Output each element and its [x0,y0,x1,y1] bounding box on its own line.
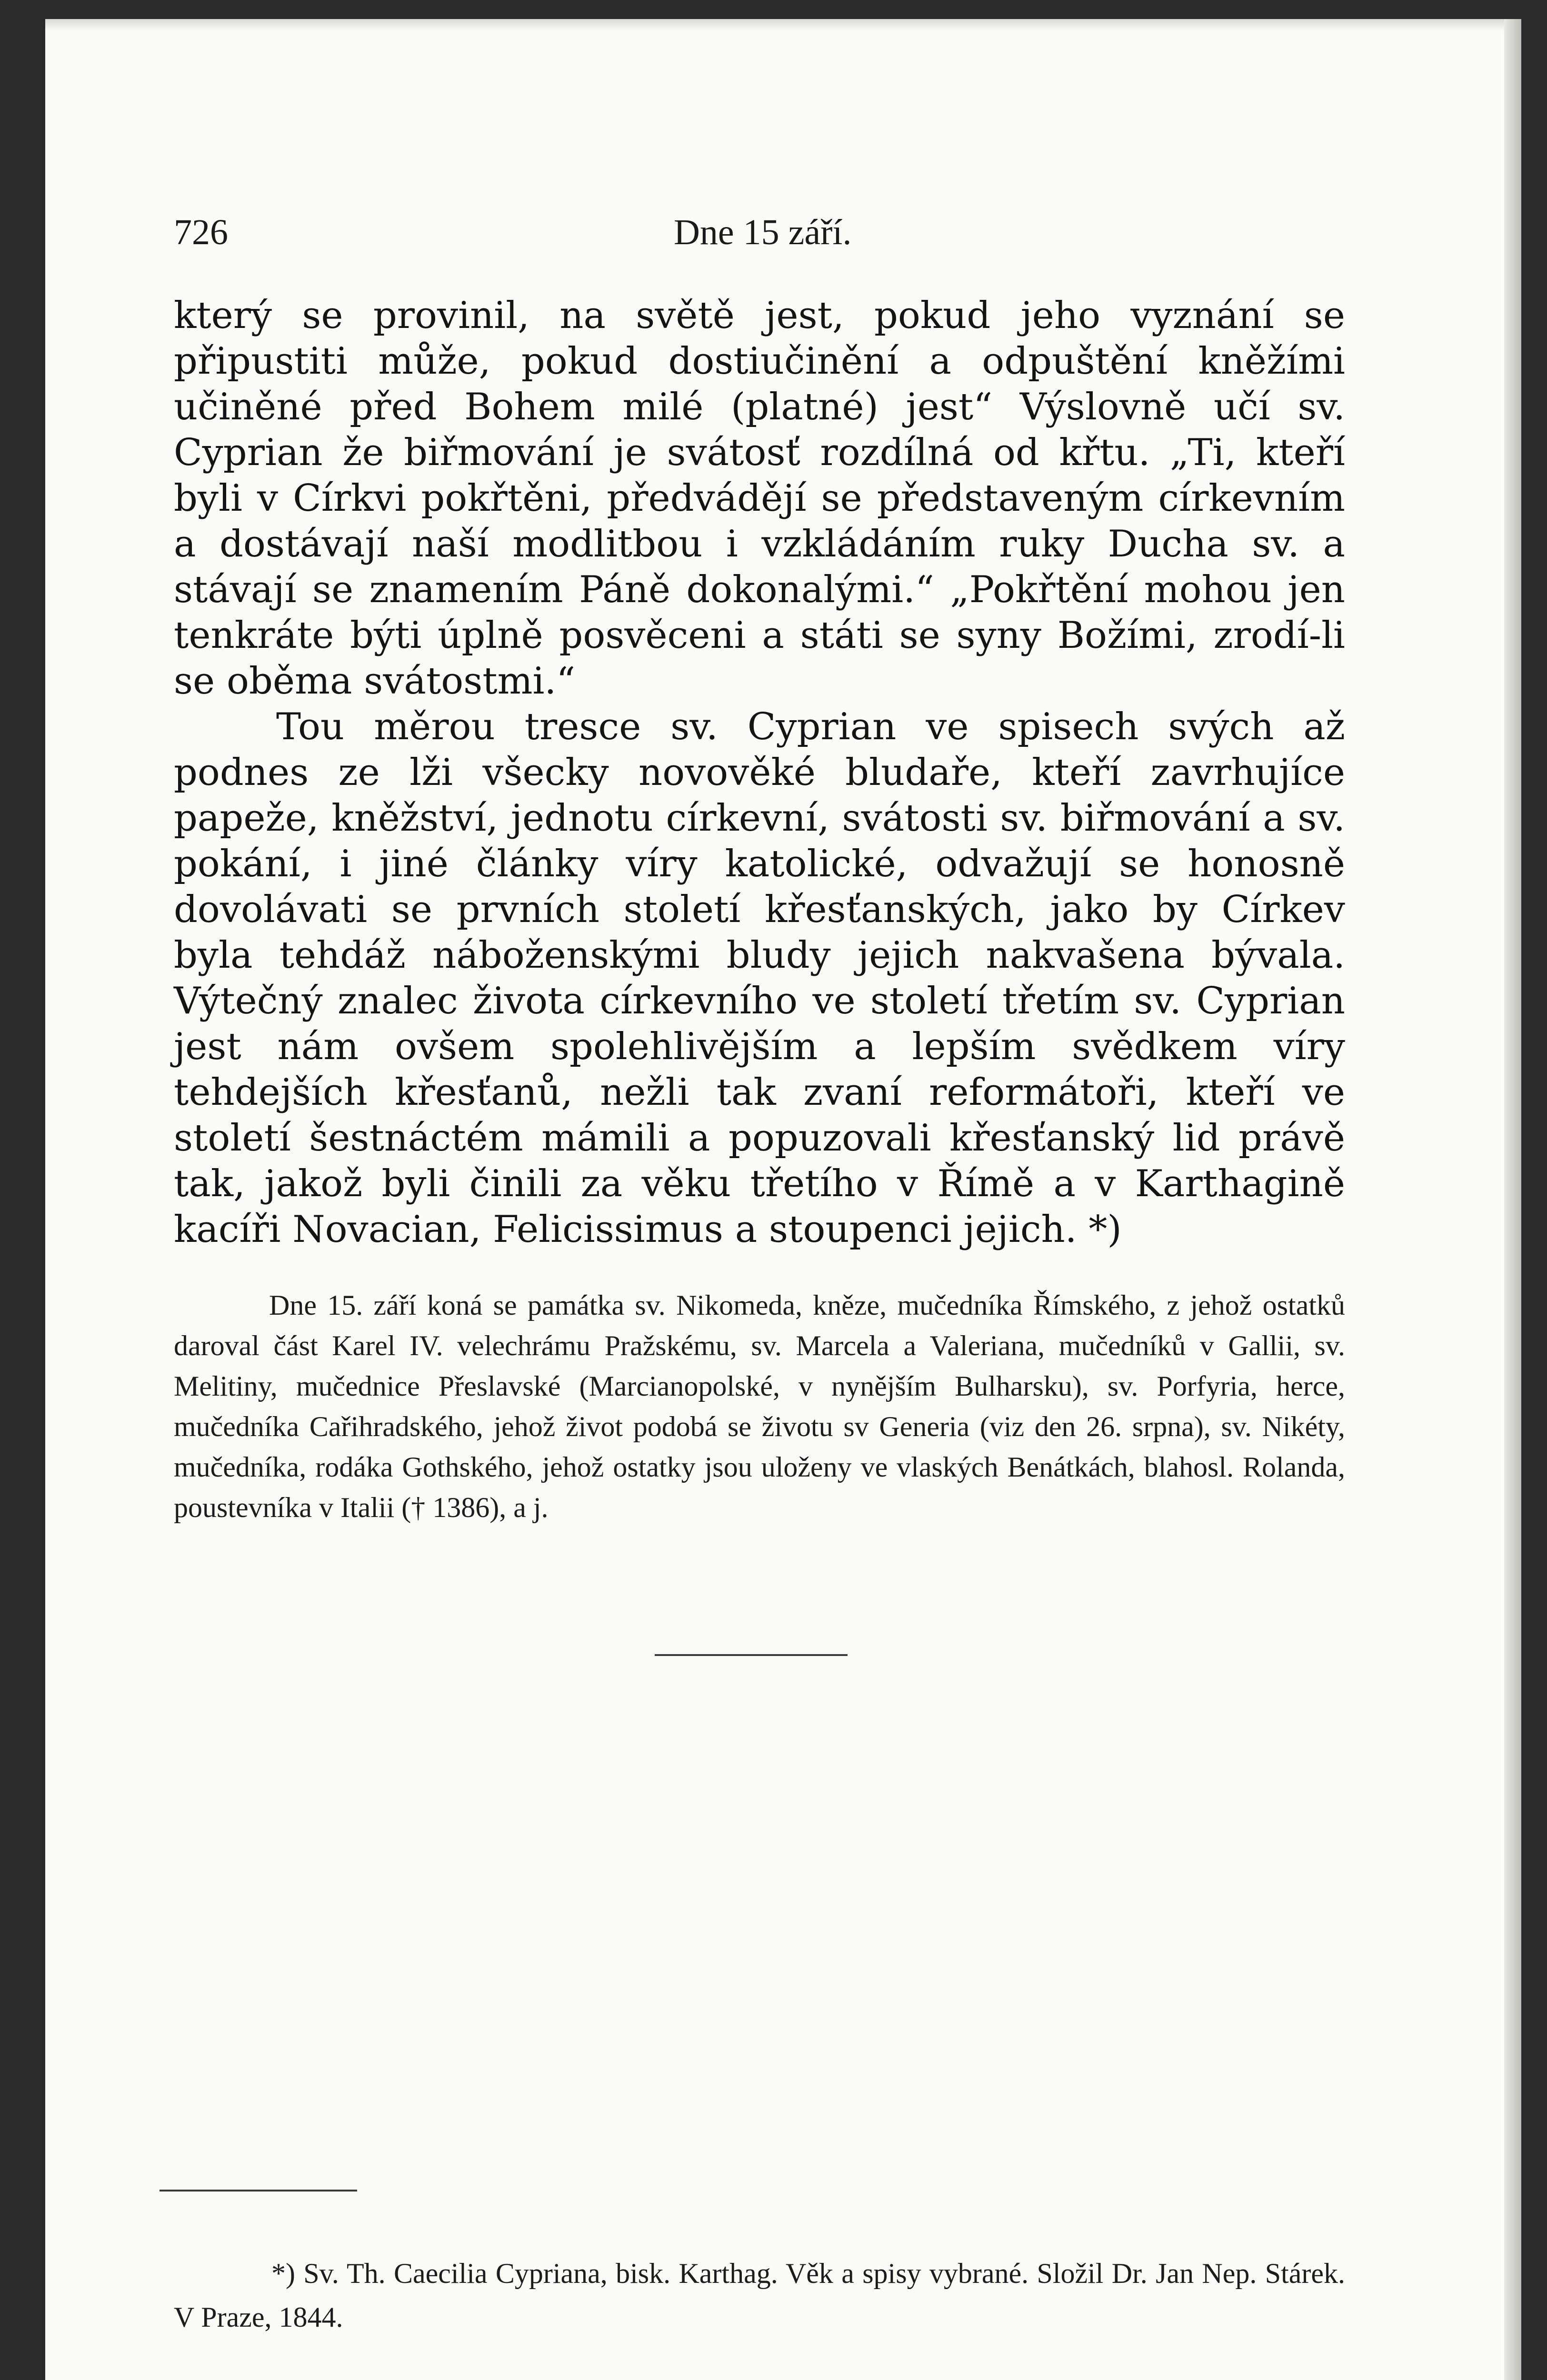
paragraph: který se provinil, na světě jest, pokud jeho vyznání se připustiti může, pokud dostiučinění a odpuštění kněžími učiněné před Bohem milé (platné) jest“ Výslovně učí sv. Cyprian že biřmování je svátosť rozdílná od křtu. „Ti, kteří byli v Církvi pokřtěni, předvádějí se představeným církevním a dostávají naší modlitbou i vzkládáním ruky Ducha sv. a stávají se znamením Páně dokonalými.“ „Pokřtění mohou jen tenkráte býti úplně posvěceni a státi se syny Božími, zrodí-li se oběma svátostmi.“ [174,294,1345,703]
notice-text: Dne 15. září koná se památka sv. Nikomeda, kněze, mučedníka Římského, z jehož ostatků daroval část Karel IV. velechrámu Pražskému, sv. Marcela a Valeriana, mučedníků v Gallii, sv. Melitiny, mučednice Přeslavské (Marcianopolské, v nynějším Bulharsku), sv. Porfyria, herce, mučedníka Cařihradského, jehož život podobá se životu sv Generia (viz den 26. srpna), sv. Nikéty, mučedníka, rodáka Gothského, jehož ostatky jsou uloženy ve vlaských Benátkách, blahosl. Rolanda, poustevníka v Italii († 1386), a j. [174,1289,1345,1523]
footnote [174,2251,1345,2339]
section-divider [655,1654,848,1656]
paragraph: Tou měrou tresce sv. Cyprian ve spisech svých až podnes ze lži všecky novověké bludaře, kteří zavrhujíce papeže, kněžství, jednotu církevní, svátosti sv. biřmování a sv. pokání, i jiné články víry katolické, odvažují se honosně dovolávati se prvních století křesťanských, jako by Církev byla tehdáž náboženskými bludy jejich nakvašena bývala. Výtečný znalec života církevního ve století třetím sv. Cyprian jest nám ovšem spolehlivějším a lepším svědkem víry tehdejších křesťanů, nežli tak zvaní reformátoři, kteří ve století šestnáctém mámili a popuzovali křesťanský lid právě tak, jakož byli činili za věku třetího v Římě a v Karthagině kacíři Novacian, Felicissimus a stoupenci jejich. *) [174,705,1345,1251]
page-top-shadow [45,19,1521,31]
saints-notice [174,1285,1345,1528]
footnote-text: *) Sv. Th. Caecilia Cypriana, bisk. Karthag. Věk a spisy vybrané. Složil Dr. Jan Nep. Stárek. V Praze, 1844. [174,2258,1345,2333]
page-number: 726 [174,212,228,252]
main-text [174,293,1345,1252]
book-page [45,19,1521,2380]
page-header [174,212,1326,264]
footnote-rule [160,2190,357,2192]
page-edge [1504,19,1521,2380]
running-head: Dne 15 září. [674,212,852,252]
